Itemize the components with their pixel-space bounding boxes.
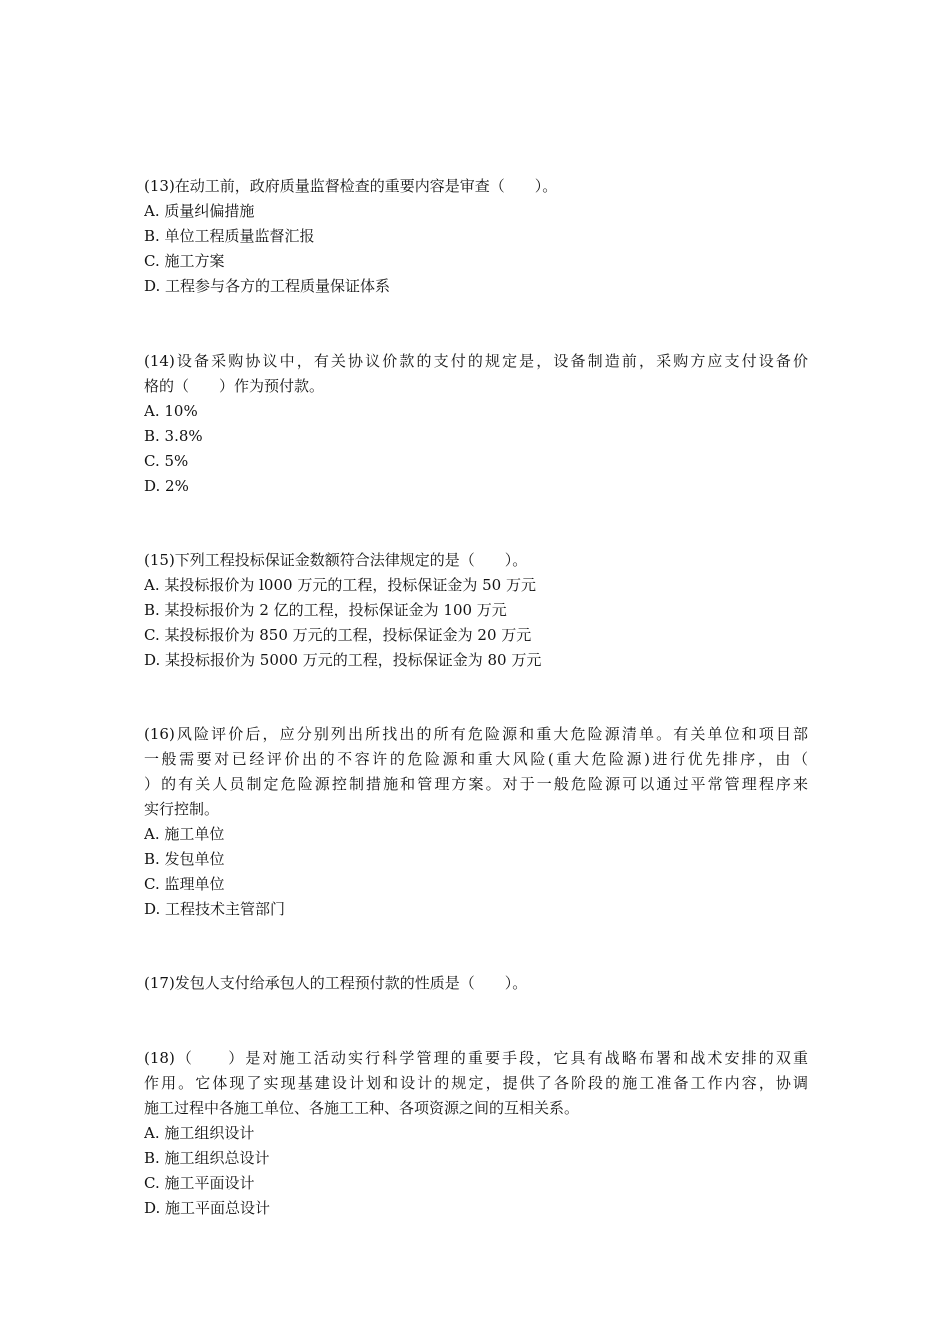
question-18 — [144, 1046, 808, 1221]
option-d: D. 某投标报价为 5000 万元的工程，投标保证金为 80 万元 — [144, 651, 542, 669]
option-d: D. 工程参与各方的工程质量保证体系 — [144, 277, 391, 295]
question-15 — [144, 548, 808, 673]
question-17 — [144, 971, 808, 996]
stem-line: (15)下列工程投标保证金数额符合法律规定的是（ ）。 — [144, 551, 528, 569]
question-stem — [144, 1046, 808, 1121]
question-13 — [144, 174, 808, 299]
option-list — [144, 573, 808, 673]
option-d: D. 施工平面总设计 — [144, 1199, 271, 1217]
stem-line: 施工过程中各施工单位、各施工工种、各项资源之间的互相关系。 — [144, 1099, 580, 1117]
question-stem — [144, 548, 808, 573]
question-stem — [144, 722, 808, 822]
option-list — [144, 399, 808, 499]
option-c: C. 5% — [144, 452, 189, 470]
option-a: A. 施工组织设计 — [144, 1124, 255, 1142]
question-16 — [144, 722, 808, 922]
option-a: A. 施工单位 — [144, 825, 225, 843]
option-d: D. 2% — [144, 477, 189, 495]
option-c: C. 施工方案 — [144, 252, 225, 270]
stem-line: 实行控制。 — [144, 800, 220, 818]
option-c: C. 施工平面设计 — [144, 1174, 255, 1192]
option-list — [144, 822, 808, 922]
option-list — [144, 1121, 808, 1221]
question-stem — [144, 349, 808, 399]
question-stem — [144, 971, 808, 996]
option-b: B. 单位工程质量监督汇报 — [144, 227, 315, 245]
stem-line: 作用。它体现了实现基建设计划和设计的规定，提供了各阶段的施工准备工作内容，协调 — [144, 1074, 808, 1092]
option-b: B. 3.8% — [144, 427, 203, 445]
stem-line: (18)（ ）是对施工活动实行科学管理的重要手段，它具有战略布署和战术安排的双重 — [144, 1049, 808, 1067]
option-list — [144, 199, 808, 299]
option-b: B. 施工组织总设计 — [144, 1149, 270, 1167]
option-a: A. 质量纠偏措施 — [144, 202, 255, 220]
option-a: A. 某投标报价为 l000 万元的工程，投标保证金为 50 万元 — [144, 576, 536, 594]
stem-line: (17)发包人支付给承包人的工程预付款的性质是（ ）。 — [144, 974, 528, 992]
question-14 — [144, 349, 808, 499]
question-stem — [144, 174, 808, 199]
stem-line: 格的（ ）作为预付款。 — [144, 377, 325, 395]
stem-line: (14)设备采购协议中，有关协议价款的支付的规定是，设备制造前，采购方应支付设备价 — [144, 352, 808, 370]
option-b: B. 某投标报价为 2 亿的工程，投标保证金为 100 万元 — [144, 601, 507, 619]
stem-line: 一般需要对已经评价出的不容许的危险源和重大风险(重大危险源)进行优先排序，由（ — [144, 750, 808, 768]
option-a: A. 10% — [144, 402, 198, 420]
stem-line: ）的有关人员制定危险源控制措施和管理方案。对于一般危险源可以通过平常管理程序来 — [144, 775, 808, 793]
option-c: C. 某投标报价为 850 万元的工程，投标保证金为 20 万元 — [144, 626, 532, 644]
option-b: B. 发包单位 — [144, 850, 225, 868]
option-c: C. 监理单位 — [144, 875, 225, 893]
stem-line: (16)风险评价后，应分别列出所找出的所有危险源和重大危险源清单。有关单位和项目部 — [144, 725, 808, 743]
stem-line: (13)在动工前，政府质量监督检查的重要内容是审查（ ）。 — [144, 177, 558, 195]
option-d: D. 工程技术主管部门 — [144, 900, 286, 918]
